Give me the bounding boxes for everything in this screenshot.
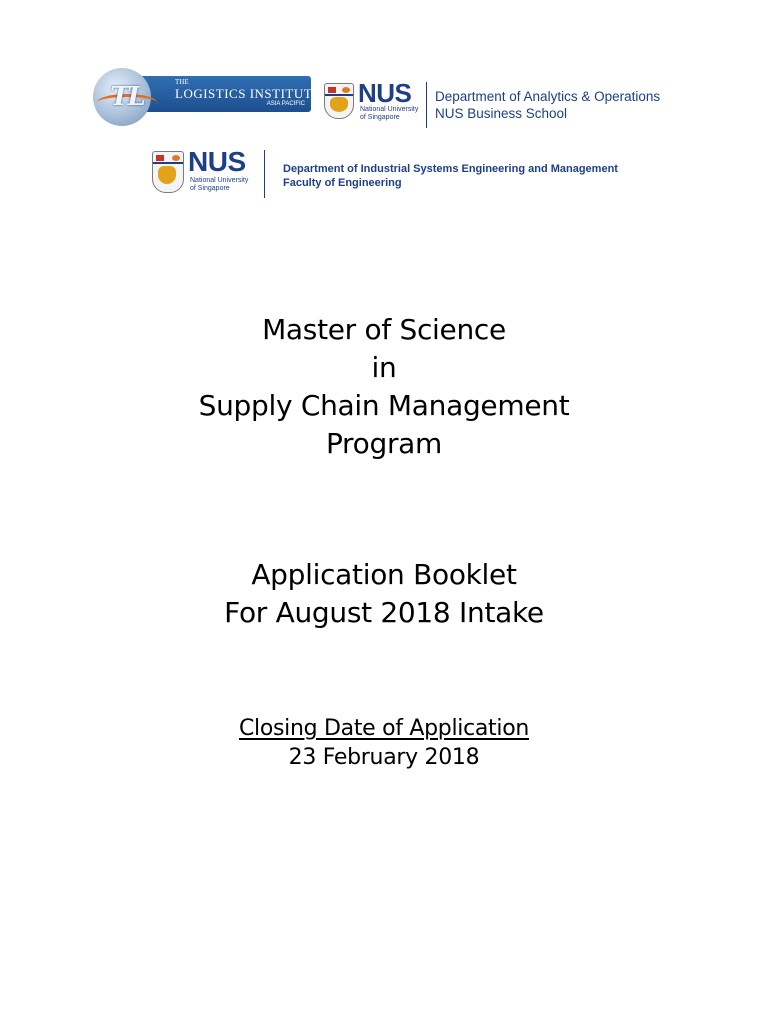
title-line-3: Supply Chain Management xyxy=(198,389,570,422)
closing-date-value: 23 February 2018 xyxy=(288,745,480,770)
title-line-1: Master of Science xyxy=(262,313,506,346)
business-school-name: NUS Business School xyxy=(435,106,568,121)
tli-name: LOGISTICS INSTITUTE xyxy=(175,86,321,101)
tli-the: THE xyxy=(175,78,189,86)
nus-crest-icon xyxy=(324,83,354,119)
nus-subtitle-line1: National University xyxy=(360,106,419,113)
nus-subtitle-line1: National University xyxy=(190,177,249,184)
logistics-institute-logo xyxy=(93,68,321,126)
department-industrial-systems: Department of Industrial Systems Engineering and Management xyxy=(283,163,618,175)
booklet-line-2: For August 2018 Intake xyxy=(224,596,544,629)
title-line-2: in xyxy=(371,351,397,384)
nus-wordmark: NUS xyxy=(358,78,412,108)
logo-divider xyxy=(264,150,265,198)
department-analytics-operations: Department of Analytics & Operations xyxy=(435,89,661,104)
tli-monogram: TL xyxy=(110,82,144,112)
nus-subtitle-line2: of Singapore xyxy=(360,114,400,121)
nus-crest-icon xyxy=(152,151,184,193)
title-line-4: Program xyxy=(325,427,443,460)
faculty-of-engineering: Faculty of Engineering xyxy=(283,177,402,189)
nus-subtitle-line2: of Singapore xyxy=(190,185,230,192)
booklet-line-1: Application Booklet xyxy=(251,558,517,591)
tli-region: ASIA PACIFIC xyxy=(266,101,305,107)
nus-wordmark: NUS xyxy=(188,146,246,177)
logo-divider xyxy=(426,82,427,128)
closing-date-label: Closing Date of Application xyxy=(238,716,529,741)
